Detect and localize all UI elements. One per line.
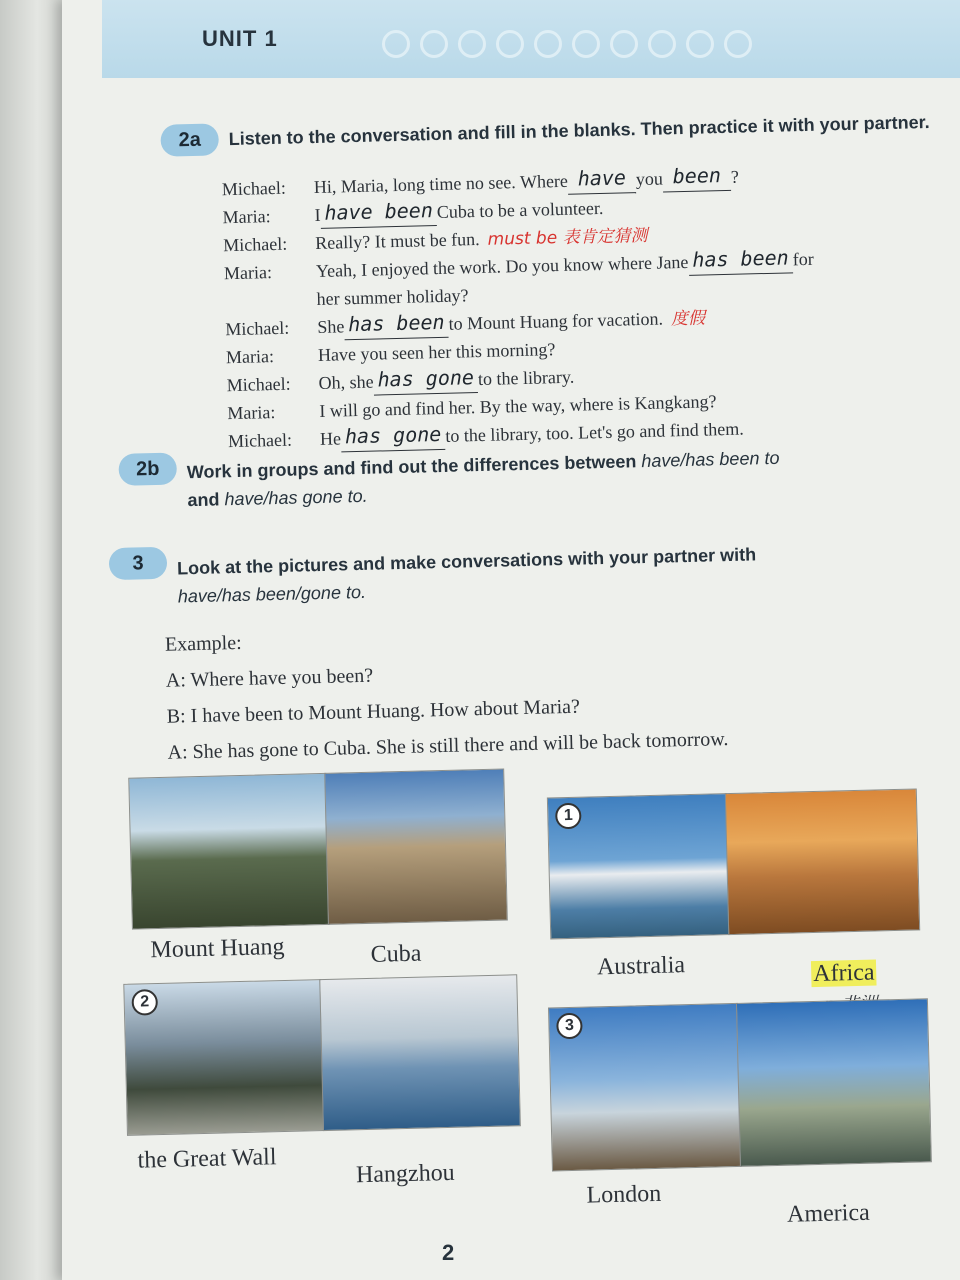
picture-number-2: 2 [131, 989, 158, 1016]
caption-mount-huang: Mount Huang [150, 933, 285, 964]
instruction-2a: Listen to the conversation and fill in the blanks. Then practice it with your partner. [228, 111, 930, 150]
mount-huang-photo [128, 773, 330, 930]
africa-photo [725, 788, 920, 935]
picture-number-1: 1 [555, 803, 582, 830]
textbook-page [62, 0, 960, 1280]
dialog-line: Maria: Yeah, I enjoyed the work. Do you know where Jane has been for [223, 245, 814, 284]
dialog-line: Maria: Have you seen her this morning? [225, 339, 556, 368]
caption-africa: Africa [812, 959, 875, 988]
caption-cuba: Cuba [370, 940, 422, 968]
dialog [222, 160, 869, 456]
example-block [165, 613, 729, 771]
answer-blank[interactable]: has gone [373, 365, 478, 396]
america-photo [736, 998, 932, 1167]
dialog-line: Michael: Oh, she has gone to the library. [226, 365, 575, 396]
caption-london: London [586, 1180, 662, 1209]
dialog-line: her summer holiday? [316, 285, 469, 309]
dialog-line: Michael: Hi, Maria, long time no see. Where have you been ? [221, 163, 740, 200]
example-line: A: She has gone to Cuba. She is still there and will be back tomorrow. [167, 728, 729, 764]
answer-blank[interactable]: have [568, 165, 637, 195]
instruction-2b: Work in groups and find out the differences between have/has been to and have/has gone to. [186, 447, 780, 511]
answer-blank[interactable]: has gone [341, 422, 446, 453]
cuba-photo [324, 769, 508, 925]
example-line: A: Where have you been? [165, 664, 374, 692]
section-badge-2b: 2b [118, 452, 177, 485]
dialog-line: Maria: I will go and find her. By the way, where is Kangkang? [227, 391, 717, 424]
caption-america: America [786, 1199, 871, 1228]
caption-australia: Australia [596, 952, 686, 981]
example-line: B: I have been to Mount Huang. How about Maria? [166, 695, 581, 728]
caption-great-wall: the Great Wall [137, 1144, 277, 1174]
dialog-line: Michael: He has gone to the library, too. Let's go and find them. [227, 418, 744, 452]
book-page-edge [0, 0, 62, 1280]
hangzhou-photo [319, 974, 521, 1131]
answer-blank[interactable]: has been [688, 245, 793, 276]
example-label: Example: [164, 631, 242, 656]
handwritten-note: must be 表肯定猜测 [487, 225, 648, 250]
dialog-line: Maria: I have been Cuba to be a volunteer. [222, 197, 604, 228]
unit-title: UNIT 1 [202, 26, 278, 51]
dialog-line: Michael: She has been to Mount Huang for vacation. 度假 [225, 300, 865, 344]
answer-blank[interactable]: have been [320, 198, 437, 229]
answer-blank[interactable]: has been [344, 310, 449, 341]
answer-blank[interactable]: been [663, 163, 732, 193]
page-number: 2 [442, 1240, 455, 1265]
section-badge-2a: 2a [160, 123, 219, 156]
page-content [62, 0, 960, 1280]
section-badge-3: 3 [109, 547, 168, 580]
handwritten-note: 度假 [670, 308, 706, 330]
instruction-3: Look at the pictures and make conversations with your partner with have/has been/gone to. [176, 544, 757, 607]
picture-number-3: 3 [556, 1013, 583, 1040]
caption-hangzhou: Hangzhou [355, 1159, 455, 1189]
dialog-line: Michael: Really? It must be fun. must be 表肯定猜测 [223, 216, 863, 260]
